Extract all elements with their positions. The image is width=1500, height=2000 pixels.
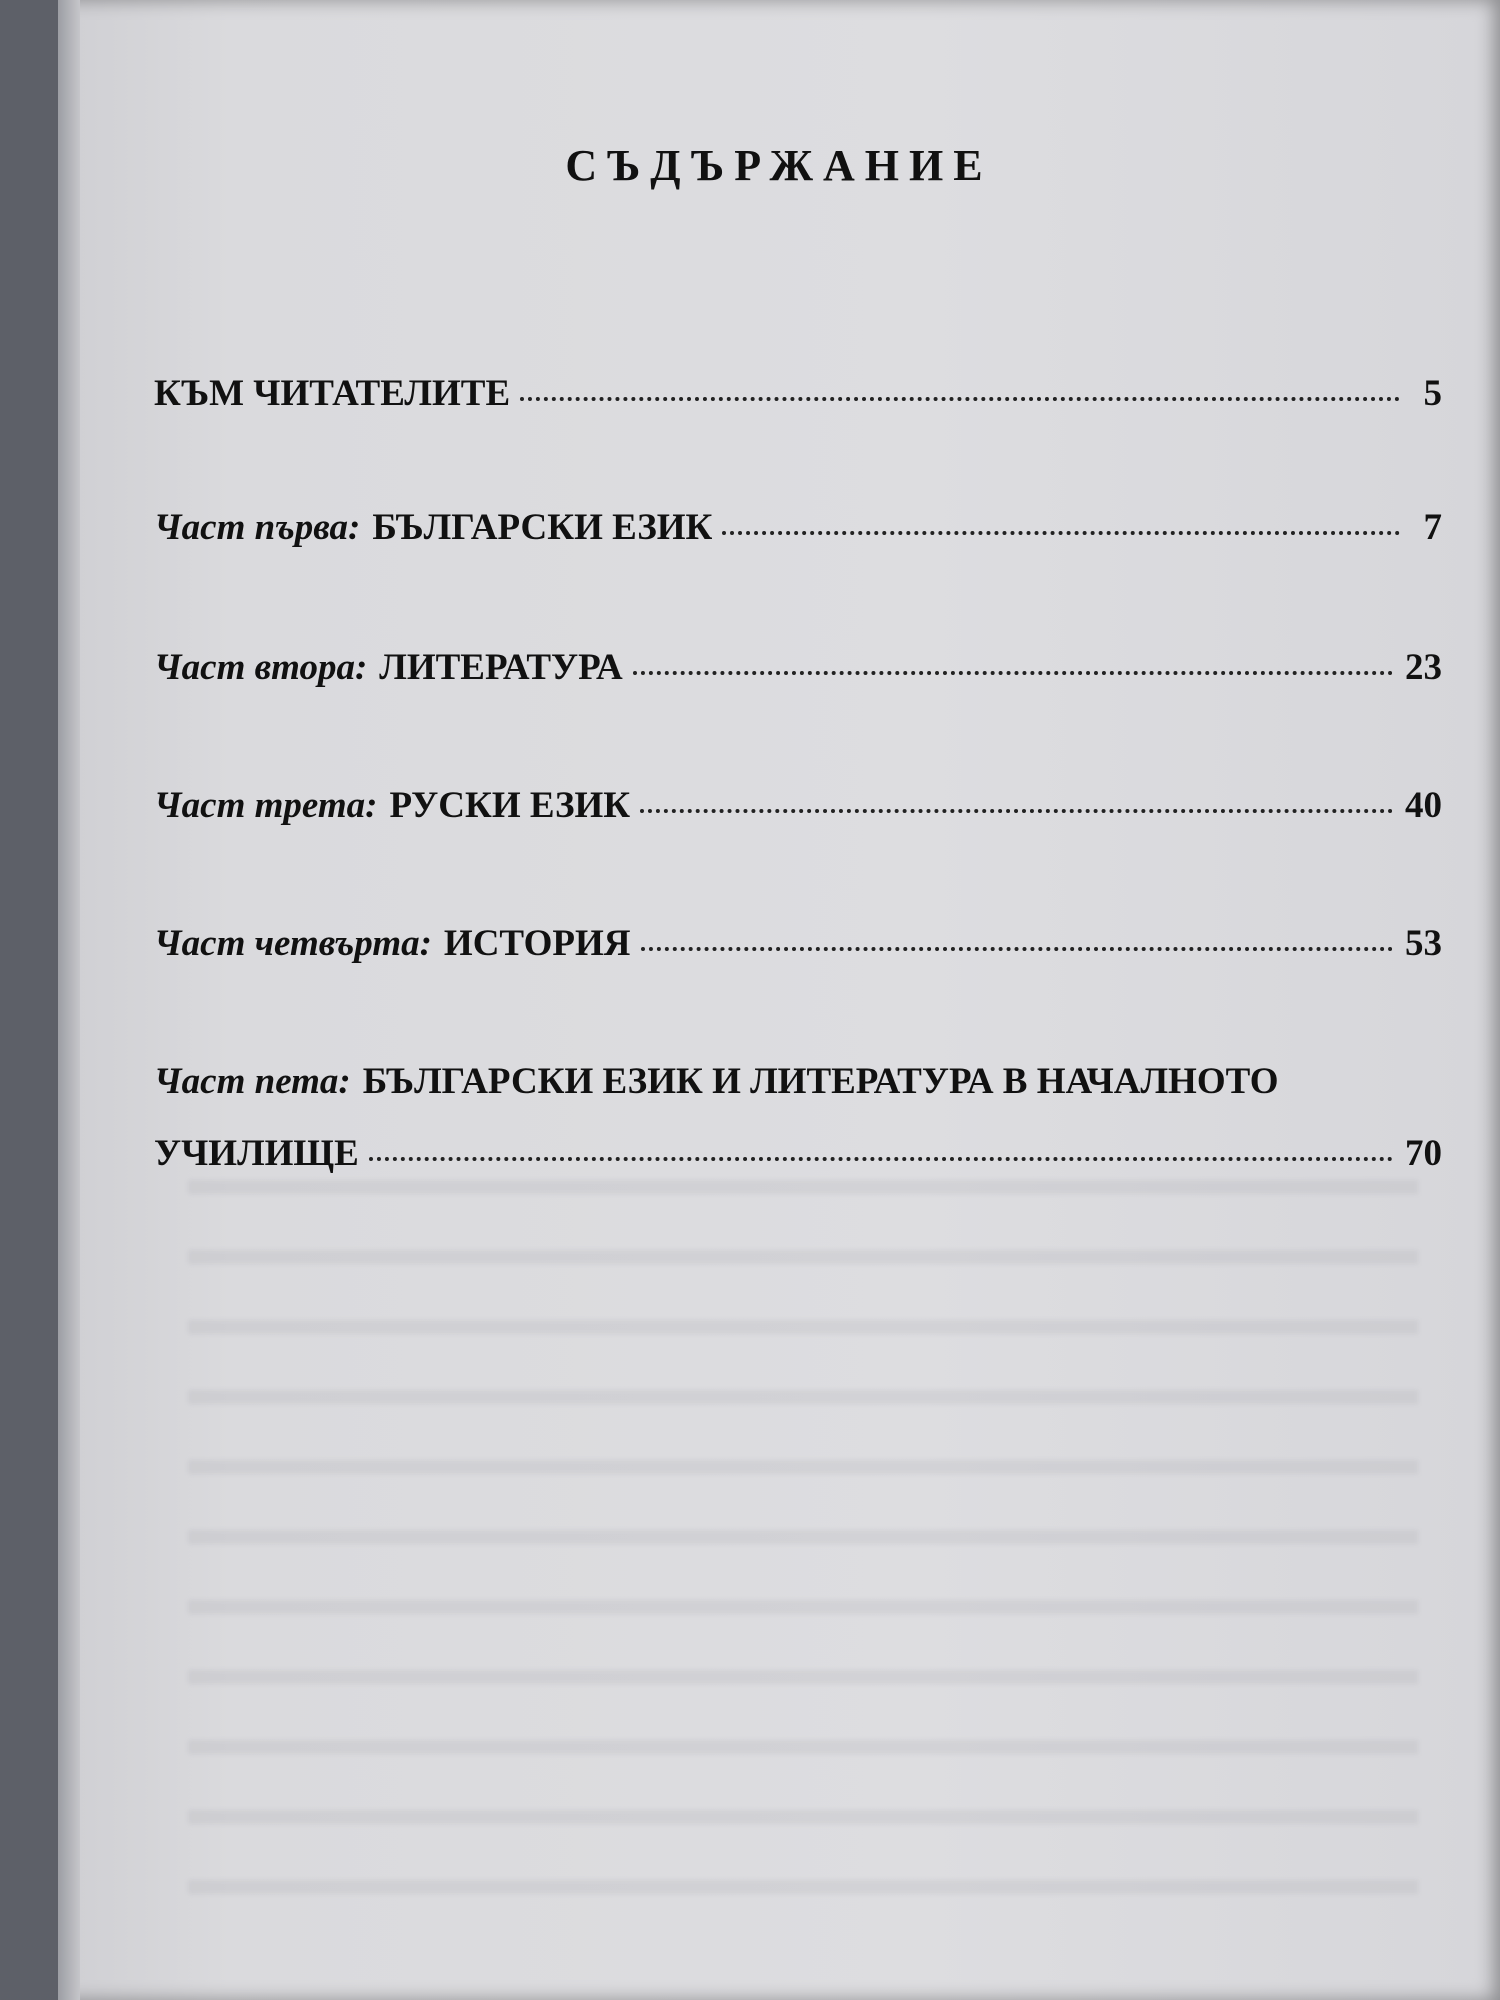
toc-entry-title: РУСКИ ЕЗИК xyxy=(389,785,631,826)
toc-entry-page: 70 xyxy=(1405,1133,1442,1174)
toc-entry-part: Част трета: xyxy=(154,785,378,826)
toc-entry xyxy=(154,922,1442,966)
dot-leader xyxy=(369,1157,1393,1161)
toc-entry xyxy=(154,506,1442,550)
dot-leader xyxy=(722,531,1400,535)
toc-entry-title: ЛИТЕРАТУРА xyxy=(379,647,623,688)
toc-entry-title: ИСТОРИЯ xyxy=(443,923,631,964)
dot-leader xyxy=(520,397,1400,401)
toc-entry-part: Част първа: xyxy=(154,507,361,548)
toc-entry-part: Част пета: xyxy=(154,1061,351,1102)
dot-leader xyxy=(641,947,1394,951)
toc-entry-title: БЪЛГАРСКИ ЕЗИК xyxy=(372,507,713,548)
toc-entry-part: Част четвърта: xyxy=(154,923,432,964)
dot-leader xyxy=(633,671,1393,675)
dot-leader xyxy=(640,809,1393,813)
toc-entry-page: 40 xyxy=(1405,785,1442,826)
book-page xyxy=(58,0,1500,2000)
toc-entry-page: 7 xyxy=(1423,507,1442,548)
bleed-through-text xyxy=(188,1180,1418,1900)
toc-entry-page: 5 xyxy=(1423,373,1442,414)
toc-entry xyxy=(154,784,1442,828)
toc-entry-title-continued: УЧИЛИЩЕ xyxy=(154,1133,359,1174)
toc-entry-page: 23 xyxy=(1405,647,1442,688)
page-edge xyxy=(58,0,80,2000)
toc-entry-title: КЪМ ЧИТАТЕЛИТЕ xyxy=(154,373,511,414)
page-title: СЪДЪРЖАНИЕ xyxy=(565,141,993,190)
toc-entry-title: БЪЛГАРСКИ ЕЗИК И ЛИТЕРАТУРА В НАЧАЛНОТО xyxy=(362,1061,1279,1102)
toc-entry-page: 53 xyxy=(1405,923,1442,964)
toc-entry xyxy=(154,372,1442,416)
toc-entry xyxy=(154,646,1442,690)
toc-entry-part: Част втора: xyxy=(154,647,368,688)
toc-entry xyxy=(154,1060,1442,1176)
